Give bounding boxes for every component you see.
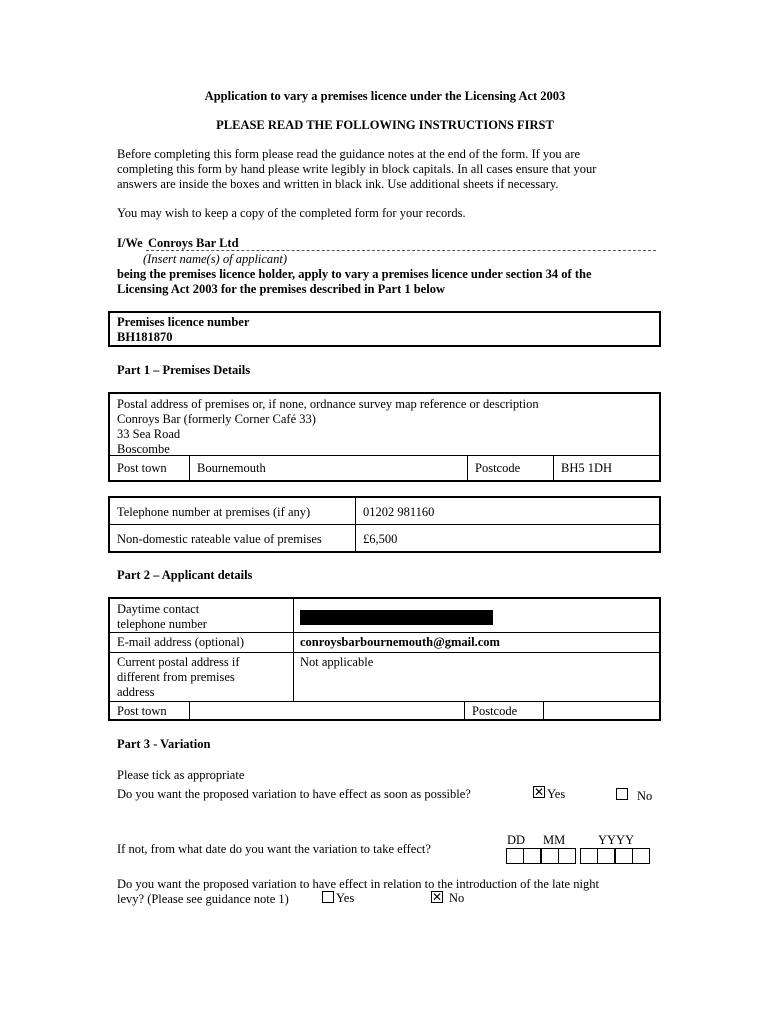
date-digit-box[interactable] [558,848,576,864]
email-value[interactable]: conroysbarbournemouth@gmail.com [300,635,500,649]
divider [464,701,465,721]
divider [110,632,659,633]
address-line: Boscombe [117,442,170,456]
q1-no-label: No [637,789,653,803]
postcode-label: Postcode [472,704,518,718]
rateable-value-label: Non-domestic rateable value of premises [117,532,322,546]
statement-line: being the premises licence holder, apply to vary a premises licence under section 34 of the [117,267,592,281]
q3-no-checkbox[interactable]: ✕ [432,890,443,904]
date-digit-box[interactable] [580,848,598,864]
divider [355,498,356,551]
address-line: 33 Sea Road [117,427,181,441]
licence-number-value[interactable]: BH181870 [117,330,173,344]
label-line: Daytime contact [117,602,200,616]
postcode-value[interactable]: BH5 1DH [561,461,613,475]
licence-number-box[interactable] [108,311,661,347]
divider [189,455,190,482]
premises-address-lines[interactable] [117,412,316,457]
date-digit-box[interactable] [632,848,650,864]
intro-text [117,147,596,192]
q1-no-checkbox[interactable] [616,788,628,800]
address-line: Conroys Bar (formerly Corner Café 33) [117,412,316,426]
q3-yes-checkbox[interactable] [322,891,334,903]
q1-text: Do you want the proposed variation to have effect as soon as possible? [117,787,471,801]
premises-address-box [108,392,661,482]
applicant-prefix: I/We [117,236,143,250]
label-line: telephone number [117,617,207,631]
divider [189,701,190,721]
q3-no-label: No [449,891,465,905]
intro-line: completing this form by hand please write legibly in block capitals. In all cases ensure that your [117,162,597,176]
telephone-value[interactable]: 01202 981160 [363,505,435,519]
date-dd-label: DD [507,833,526,847]
date-mm-label: MM [543,833,566,847]
part3-heading: Part 3 - Variation [117,737,211,751]
post-town-label: Post town [117,704,167,718]
date-digit-box[interactable] [597,848,615,864]
q1-yes-checkbox[interactable]: ✕ [534,785,545,799]
divider [553,455,554,482]
part2-heading: Part 2 – Applicant details [117,568,253,582]
divider [543,701,544,721]
applicant-details-box [108,597,661,721]
divider [110,652,659,653]
q3-text [117,877,599,907]
q3-yes-label: Yes [336,891,355,905]
intro-line: answers are inside the boxes and written in black ink. Use additional sheets if necessary. [117,177,559,191]
divider [467,455,468,482]
rateable-value[interactable]: £6,500 [363,532,398,546]
tick-note: Please tick as appropriate [117,768,245,782]
label-line: address [117,685,155,699]
applicant-hint: (Insert name(s) of applicant) [143,252,288,266]
current-address-label [117,655,240,700]
date-yyyy-label: YYYY [598,833,635,847]
divider [110,455,659,456]
statement-line: Licensing Act 2003 for the premises described in Part 1 below [117,282,445,296]
date-digit-box[interactable] [541,848,559,864]
email-label: E-mail address (optional) [117,635,245,649]
applicant-statement [117,267,592,297]
post-town-value[interactable]: Bournemouth [197,461,266,475]
form-title: Application to vary a premises licence under the Licensing Act 2003 [204,89,566,103]
instructions-heading: PLEASE READ THE FOLLOWING INSTRUCTIONS FIRST [216,118,554,132]
date-digit-box[interactable] [523,848,541,864]
premises-address-label: Postal address of premises or, if none, ordnance survey map reference or description [117,397,539,411]
divider [110,701,659,702]
q1-yes-label: Yes [547,787,566,801]
redacted-phone [300,610,493,625]
divider [293,599,294,701]
date-digit-box[interactable] [615,848,633,864]
divider [110,524,659,525]
post-town-label: Post town [117,461,167,475]
applicant-name-line [146,250,656,251]
date-digit-box[interactable] [506,848,524,864]
q3-line: levy? (Please see guidance note 1) [117,892,289,906]
label-line: Current postal address if [117,655,240,669]
q2-text: If not, from what date do you want the variation to take effect? [117,842,431,856]
daytime-phone-label [117,602,207,632]
licence-number-label: Premises licence number [117,315,250,329]
telephone-label: Telephone number at premises (if any) [117,505,311,519]
q3-line: Do you want the proposed variation to have effect in relation to the introduction of the late night [117,877,599,891]
label-line: different from premises [117,670,235,684]
intro-line: Before completing this form please read the guidance notes at the end of the form. If you are [117,147,581,161]
applicant-name[interactable]: Conroys Bar Ltd [148,236,239,250]
premises-details-box [108,496,661,553]
postcode-label: Postcode [475,461,521,475]
copy-note: You may wish to keep a copy of the completed form for your records. [117,206,466,220]
current-address-value[interactable]: Not applicable [300,655,374,669]
part1-heading: Part 1 – Premises Details [117,363,251,377]
